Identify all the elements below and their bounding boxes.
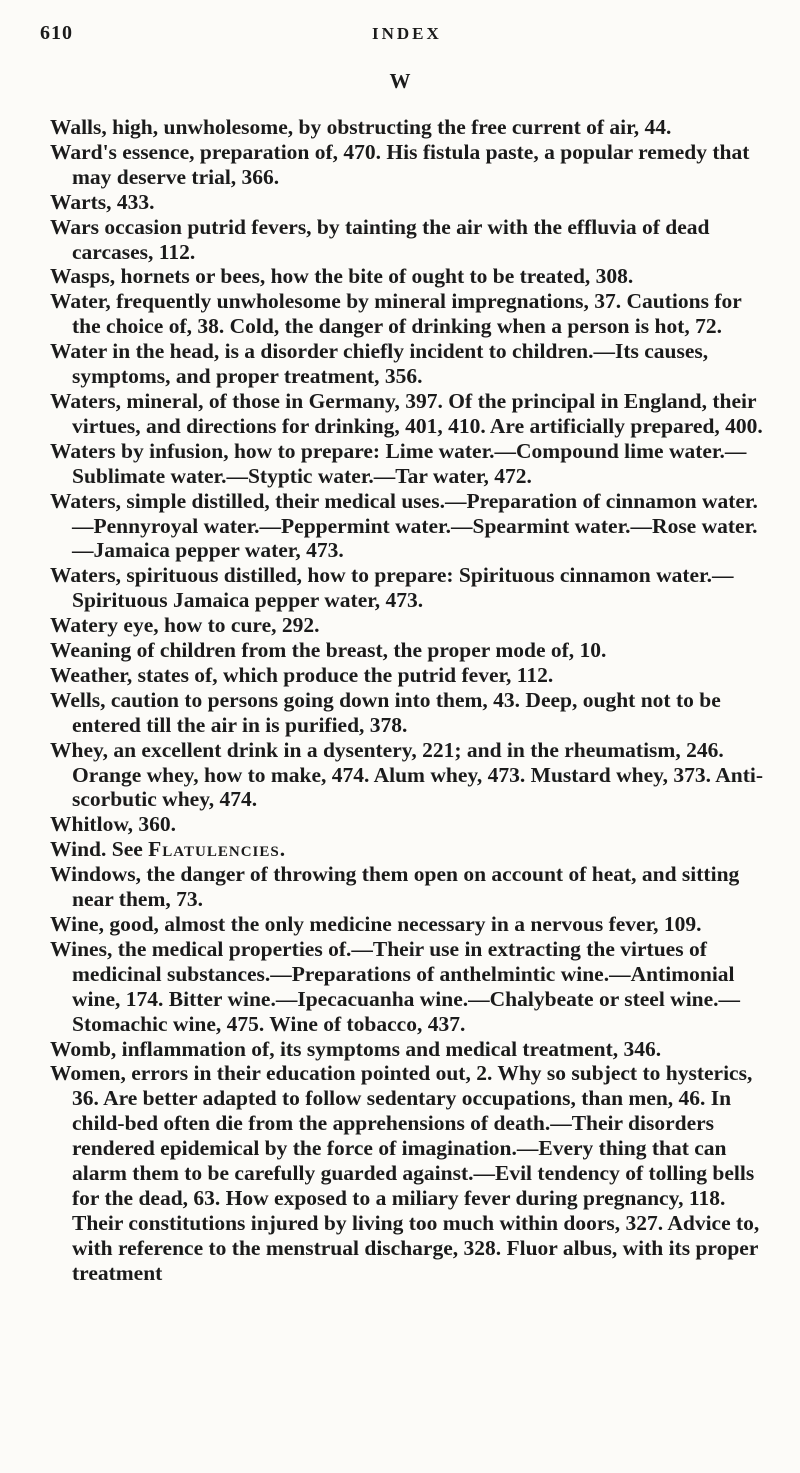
index-entry-windows: Windows, the danger of throwing them open on account of heat, and sitting near them, 73. xyxy=(50,862,740,912)
index-entry-wind xyxy=(50,837,768,862)
index-entry-warts: Warts, 433. xyxy=(50,189,155,214)
index-entry-weaning: Weaning of children from the breast, the proper mode of, 10. xyxy=(50,638,607,663)
wind-term: Wind. See xyxy=(50,837,143,862)
index-entry-walls: Walls, high, unwholesome, by obstructing the free current of air, 44. xyxy=(50,115,672,139)
index-entry-whitlow: Whitlow, 360. xyxy=(50,812,177,837)
index-entry-watery-eye: Watery eye, how to cure, 292. xyxy=(50,613,320,638)
index-entries xyxy=(50,115,768,1286)
index-entry-wasps: Wasps, hornets or bees, how the bite of ought to be treated, 308. xyxy=(50,264,634,289)
index-entry-whey: Whey, an excellent drink in a dysentery, 221; and in the rheumatism, 246. Orange whey, how to make, 474. Alum whey, 473. Mustard whey, 373. Anti-scorbutic whey, 474. xyxy=(50,737,764,812)
index-entry-womb: Womb, inflammation of, its symptoms and medical treatment, 346. xyxy=(50,1036,662,1061)
index-entry-waters-mineral: Waters, mineral, of those in Germany, 397. Of the principal in England, their virtues, and directions for drinking, 401, 410. Are artificially prepared, 400. xyxy=(50,388,763,438)
index-entry-waters-by-infusion: Waters by infusion, how to prepare: Lime water.—Compound lime water.—Sublimate water.—Styptic water.—Tar water, 472. xyxy=(50,438,747,488)
index-entry-wells: Wells, caution to persons going down into them, 43. Deep, ought not to be entered till the air in is purified, 378. xyxy=(50,687,721,737)
index-entry-waters-simple-distilled: Waters, simple distilled, their medical uses.—Preparation of cinnamon water.—Pennyroyal water.—Peppermint water.—Spearmint water.—Rose water.—Jamaica pepper water, 473. xyxy=(50,488,758,563)
cross-reference-flatulencies: Flatulencies. xyxy=(148,837,287,862)
index-entry-water-in-the-head: Water in the head, is a disorder chiefly incident to children.—Its causes, symptoms, and proper treatment, 356. xyxy=(50,339,709,389)
index-entry-wars: Wars occasion putrid fevers, by tainting the air with the effluvia of dead carcases, 112. xyxy=(50,214,710,264)
section-letter: W xyxy=(389,69,411,93)
running-head: INDEX xyxy=(372,24,442,43)
index-entry-women: Women, errors in their education pointed out, 2. Why so subject to hysterics, 36. Are better adapted to follow sedentary occupations, than men, 46. In child-bed often die from the apprehensions of death.—Their disorders rendered epidemical by the force of imagination.—Every thing that can alarm them to be carefully guarded against.—Evil tendency of tolling bells for the dead, 63. How exposed to a miliary fever during pregnancy, 118. Their constitutions injured by living too much within doors, 327. Advice to, with reference to the menstrual discharge, 328. Fluor albus, with its proper treatment xyxy=(50,1061,760,1285)
index-entry-wines: Wines, the medical properties of.—Their use in extracting the virtues of medicinal substances.—Preparations of anthelmintic wine.—Antimonial wine, 174. Bitter wine.—Ipecacuanha wine.—Chalybeate or steel wine.—Stomachic wine, 475. Wine of tobacco, 437. xyxy=(50,936,741,1036)
index-entry-water: Water, frequently unwholesome by mineral impregnations, 37. Cautions for the choice of, 38. Cold, the danger of drinking when a person is hot, 72. xyxy=(50,289,742,339)
index-entry-wine: Wine, good, almost the only medicine necessary in a nervous fever, 109. xyxy=(50,912,702,936)
index-entry-wards-essence: Ward's essence, preparation of, 470. His fistula paste, a popular remedy that may deserve trial, 366. xyxy=(50,139,750,189)
index-entry-waters-spirituous-distilled: Waters, spirituous distilled, how to prepare: Spirituous cinnamon water.—Spirituous Jamaica pepper water, 473. xyxy=(50,563,734,613)
page-number: 610 xyxy=(40,22,73,44)
index-entry-weather: Weather, states of, which produce the putrid fever, 112. xyxy=(50,662,554,687)
